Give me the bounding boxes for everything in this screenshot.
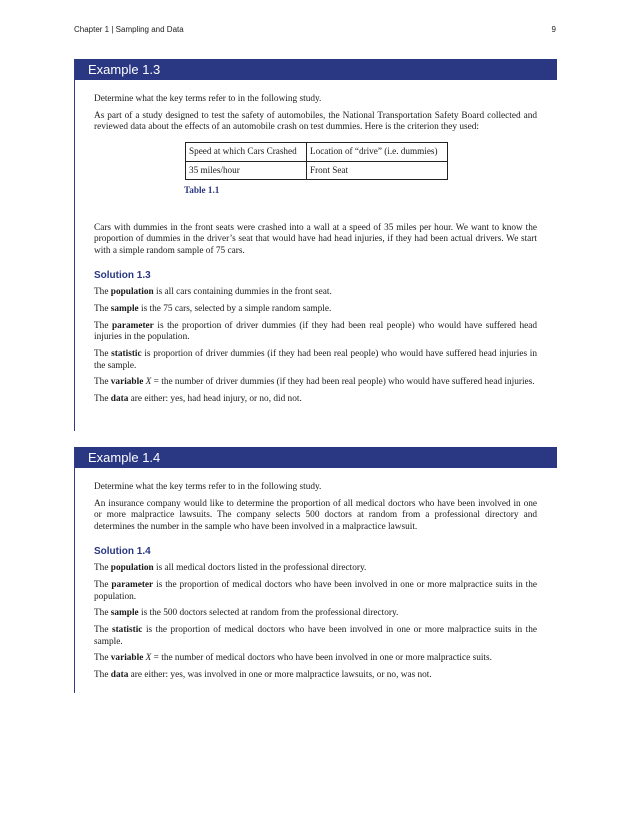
table-header-row bbox=[186, 142, 448, 161]
solution-item-lead: The bbox=[94, 349, 112, 360]
solution-item-lead: The bbox=[94, 653, 111, 664]
table-row bbox=[186, 161, 448, 180]
key-term: variable bbox=[110, 377, 144, 388]
solution-1-3-list bbox=[94, 287, 537, 406]
solution-item-lead: The bbox=[94, 608, 111, 619]
example-1-4-description: An insurance company would like to determine the proportion of all medical doctors who have been involved in one or more malpractice lawsuits. The company selects 500 doctors at random from a professional directory and determines the number in the sample who have been involved in a malpractice lawsuit. bbox=[94, 498, 537, 532]
variable-symbol: X bbox=[145, 653, 152, 664]
solution-item-sample bbox=[94, 304, 537, 316]
criterion-table bbox=[185, 142, 448, 180]
solution-item-text: is the proportion of medical doctors who have been involved in one or more malpractice suits in the sample. bbox=[94, 625, 538, 647]
key-term: variable bbox=[110, 653, 144, 664]
key-term: statistic bbox=[111, 349, 142, 360]
solution-item-lead: The bbox=[94, 563, 111, 574]
solution-item-text: = the number of medical doctors who have been involved in one or more malpractice suits. bbox=[151, 653, 492, 664]
example-1-3 bbox=[74, 59, 557, 431]
key-term: sample bbox=[110, 608, 139, 619]
solution-1-3-title: Solution 1.3 bbox=[94, 269, 151, 281]
key-term: population bbox=[110, 563, 154, 574]
solution-item-text: is all cars containing dummies in the front seat. bbox=[153, 287, 332, 298]
solution-item-text: are either: yes, had head injury, or no, did not. bbox=[128, 394, 302, 405]
solution-item-parameter bbox=[94, 321, 537, 344]
table-cell: 35 miles/hour bbox=[186, 161, 307, 180]
table-caption: Table 1.1 bbox=[184, 185, 220, 196]
solution-item-lead: The bbox=[94, 287, 111, 298]
solution-item-population bbox=[94, 287, 537, 299]
example-1-4-title: Example 1.4 bbox=[75, 447, 557, 468]
solution-item-data bbox=[94, 394, 537, 406]
example-1-3-body bbox=[75, 80, 537, 406]
solution-item-text: = the number of driver dummies (if they had been real people) who would have suffered head injuries. bbox=[151, 377, 535, 388]
example-1-3-intro: Determine what the key terms refer to in the following study. bbox=[94, 94, 322, 104]
example-1-3-title: Example 1.3 bbox=[75, 59, 557, 80]
solution-item-lead: The bbox=[94, 625, 112, 636]
solution-item-statistic bbox=[94, 625, 537, 648]
example-1-4 bbox=[74, 447, 557, 693]
key-term: statistic bbox=[111, 625, 143, 636]
solution-item-text: is proportion of driver dummies (if they had been real people) who would have suffered head injuries in the sample. bbox=[94, 349, 537, 371]
solution-item-variable bbox=[94, 653, 537, 665]
solution-item-lead: The bbox=[94, 320, 112, 331]
example-1-3-scenario: Cars with dummies in the front seats were crashed into a wall at a speed of 35 miles per hour. We want to know the proportion of dummies in the driver’s seat that would have had head injuries, if they had been actual drivers. We start with a simple random sample of 75 cars. bbox=[94, 222, 537, 256]
solution-item-variable bbox=[94, 377, 537, 389]
solution-item-lead: The bbox=[94, 670, 111, 681]
solution-1-4-title: Solution 1.4 bbox=[94, 545, 151, 557]
solution-item-text: is the proportion of driver dummies (if they had been real people) who would have suffered head injuries in the population. bbox=[94, 320, 537, 343]
variable-symbol: X bbox=[145, 377, 152, 388]
page-number: 9 bbox=[551, 25, 556, 34]
solution-item-text: is the proportion of medical doctors who have been involved in one or more malpractice suits in the population. bbox=[94, 579, 538, 602]
solution-item-lead: The bbox=[94, 394, 111, 405]
solution-item-text: is all medical doctors listed in the professional directory. bbox=[153, 563, 367, 574]
key-term: data bbox=[110, 670, 129, 681]
example-1-3-description: As part of a study designed to test the safety of automobiles, the National Transportation Safety Board collected and reviewed data about the effects of an automobile crash on test dummies. Here is the criterion they used: bbox=[94, 110, 537, 133]
solution-item-statistic bbox=[94, 349, 537, 372]
running-head bbox=[74, 25, 556, 34]
solution-item-lead: The bbox=[94, 377, 111, 388]
solution-item-text: is the 500 doctors selected at random from the professional directory. bbox=[138, 608, 399, 619]
solution-item-text: are either: yes, was involved in one or more malpractice lawsuits, or no, was not. bbox=[128, 670, 432, 681]
solution-item-lead: The bbox=[94, 303, 111, 314]
example-1-4-intro: Determine what the key terms refer to in the following study. bbox=[94, 482, 322, 492]
key-term: data bbox=[110, 394, 129, 405]
chapter-title: Chapter 1 | Sampling and Data bbox=[74, 25, 184, 34]
example-1-4-body bbox=[75, 468, 537, 682]
key-term: sample bbox=[110, 303, 139, 314]
key-term: parameter bbox=[111, 579, 154, 590]
table-header-cell: Speed at which Cars Crashed bbox=[186, 142, 307, 161]
solution-1-4-list bbox=[94, 563, 537, 682]
key-term: parameter bbox=[112, 320, 154, 331]
solution-item-lead: The bbox=[94, 579, 112, 590]
solution-item-sample bbox=[94, 608, 537, 620]
key-term: population bbox=[110, 287, 154, 298]
table-header-cell: Location of “drive” (i.e. dummies) bbox=[307, 142, 448, 161]
solution-item-data bbox=[94, 670, 537, 682]
table-cell: Front Seat bbox=[307, 161, 448, 180]
solution-item-population bbox=[94, 563, 537, 575]
solution-item-text: is the 75 cars, selected by a simple random sample. bbox=[138, 303, 332, 314]
solution-item-parameter bbox=[94, 580, 537, 603]
